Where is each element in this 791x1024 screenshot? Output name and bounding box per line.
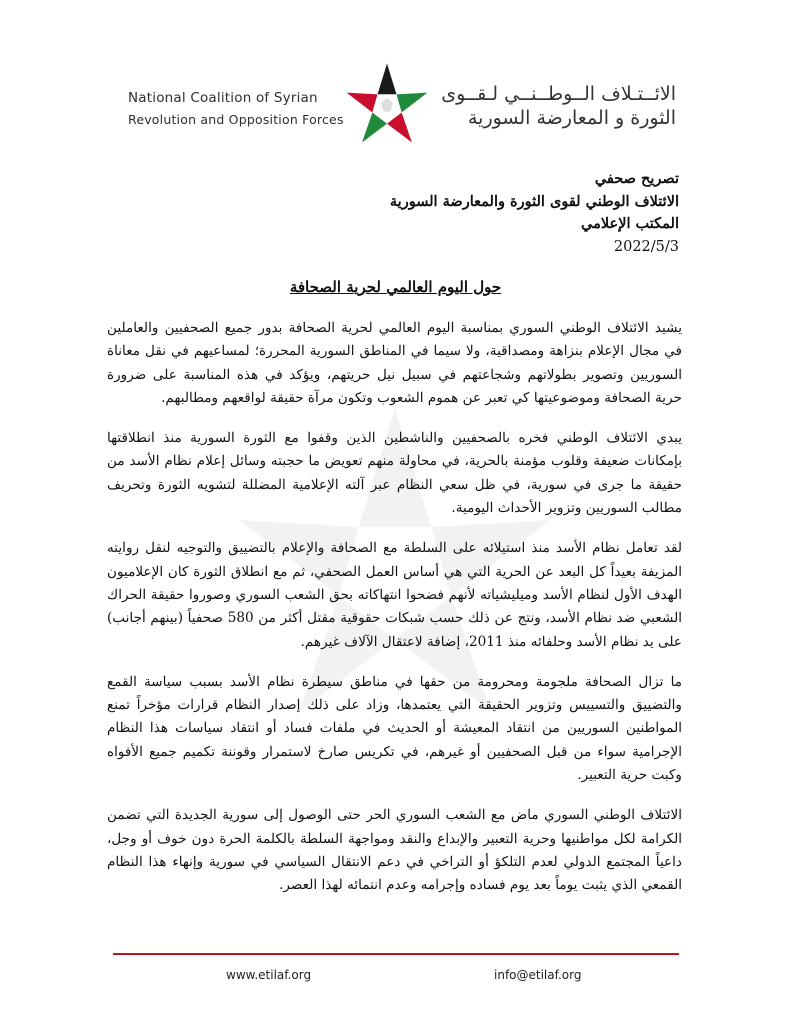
org-name-english — [128, 88, 348, 130]
footer-website-link[interactable]: www.etilaf.org — [226, 968, 312, 982]
footer-divider — [113, 953, 679, 955]
document-body — [107, 317, 682, 915]
statement-org: الائتلاف الوطني لقوى الثورة والمعارضة السورية — [389, 192, 679, 210]
statement-type: تصريح صحفي — [594, 170, 679, 187]
org-name-english-line1: National Coalition of Syrian — [128, 90, 318, 106]
org-name-english-line2: Revolution and Opposition Forces — [128, 112, 344, 127]
statement-date: 2022/5/3 — [613, 238, 679, 255]
paragraph: يبدي الائتلاف الوطني فخره بالصحفيين والناشطين الذين وقفوا مع الثورة السورية منذ انطلاقتها بإمكانات ضعيفة وقلوب مؤمنة بالحرية، في محاولة منهم تعويض ما حجبته وسائل إعلام نظام الأسد من حقيقة ما جرى في سورية، في ظل سعي النظام عبر آلته الإعلامية المضللة لتشويه الثورة وتحريف مطالب السوريين وتزوير الأحداث اليومية. — [107, 430, 682, 517]
footer-email-link[interactable]: info@etilaf.org — [494, 968, 582, 982]
org-name-arabic-line2: الثورة و المعارضة السورية — [467, 107, 676, 129]
org-name-arabic — [436, 82, 676, 130]
paragraph: يشيد الائتلاف الوطني السوري بمناسبة اليوم العالمي لحرية الصحافة بدور جميع الصحفيين والعاملين في مجال الإعلام بنزاهة ومصداقية، ولا سيما في المناطق السورية المحررة؛ لمساعيهم في نقل معاناة السوريين وتصوير بطولاتهم وشجاعتهم في سبيل نيل حريتهم، ويؤكد في هذه المناسبة على ضرورة حرية الصحافة وموضوعيتها كي تعبر عن هموم الشعوب وتكون مرآة حقيقة لواقعهم ومطالبهم. — [107, 320, 682, 406]
document-title: حول اليوم العالمي لحرية الصحافة — [289, 278, 502, 296]
statement-meta — [279, 168, 679, 258]
org-name-arabic-line1: الائــتـلاف الــوطــنــي لـقــوى — [441, 83, 676, 105]
letterhead — [0, 60, 791, 140]
paragraph: الائتلاف الوطني السوري ماض مع الشعب السوري الحر حتى الوصول إلى سورية الجديدة التي تضمن الكرامة لكل مواطنيها وحرية التعبير والإبداع والنقد ومواجهة السلطة بالكلمة الحرة دون خوف أو وجل، داعياً المجتمع الدولي لعدم التلكؤ أو التراخي في دعم الانتقال السياسي في سورية وإنهاء هذا النظام القمعي الذي يثبت يوماً بعد يوم فساده وإجرامه وعدم انتمائه لهذا العصر. — [107, 807, 682, 894]
paragraph: لقد تعامل نظام الأسد منذ استيلائه على السلطة مع الصحافة والإعلام بالتضييق والتوجيه لنقل روايته المزيفة بعيداً كل البعد عن الحرية التي هي أساس العمل الصحفي، ثم مع انطلاق الثورة كان الإعلاميون الهدف الأول لنظام الأسد وميليشياته لأنهم فضحوا انتهاكاته بحق الشعب السوري وصوروا حقيقة الحراك الشعبي ضد نظام الأسد، ونتج عن ذلك حسب شبكات حقوقية مقتل أكثر من 580 صحفياً (بينهم أجانب) على يد نظام الأسد وحلفائه منذ 2011، إضافة لاعتقال الآلاف غيرهم. — [107, 540, 682, 650]
star-logo-icon — [344, 60, 430, 146]
statement-office: المكتب الإعلامي — [581, 215, 679, 232]
paragraph: ما تزال الصحافة ملجومة ومحرومة من حقها في مناطق سيطرة نظام الأسد بسبب سياسة القمع والتضييق والتسييس وتزوير الحقيقة التي يعتمدها، وزاد على ذلك إصدار النظام قرارات مؤخراً تمنع المواطنين السوريين من انتقاد المعيشة أو الحديث في ملفات فساد أو انتقاد سياسات هذا النظام الإجرامية سواء من قبل الصحفيين أو غيرهم، في تكريس صارخ لاستمرار وقوننة تكميم جميع الأفواه وكبت حرية التعبير. — [107, 673, 682, 784]
